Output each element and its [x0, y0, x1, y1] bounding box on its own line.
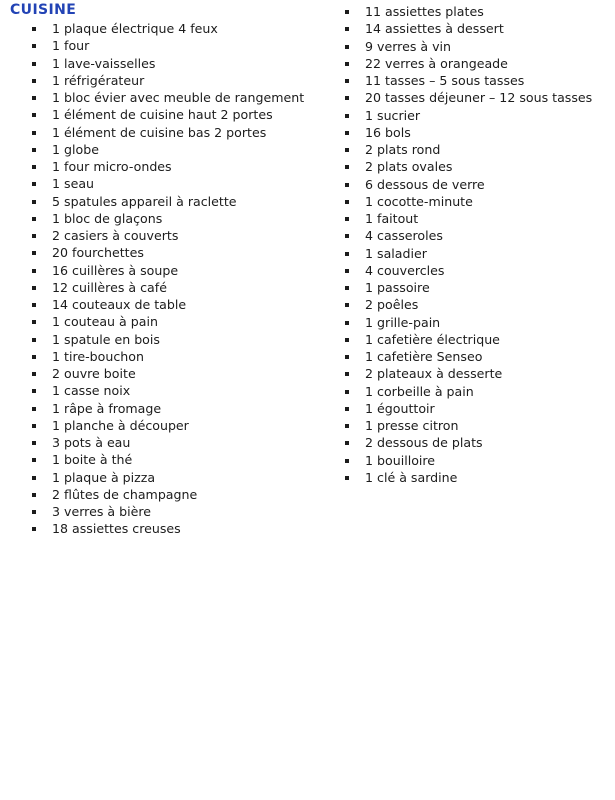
list-item	[32, 211, 312, 228]
square-bullet-icon	[32, 44, 36, 48]
list-item-label: 11 assiettes plates	[365, 4, 484, 19]
square-bullet-icon	[345, 131, 349, 135]
square-bullet-icon	[32, 476, 36, 480]
square-bullet-icon	[32, 269, 36, 273]
list-item	[345, 90, 607, 107]
list-item-label: 14 assiettes à dessert	[365, 21, 504, 37]
list-item	[32, 487, 312, 504]
list-item-label: 1 corbeille à pain	[365, 383, 474, 399]
square-bullet-icon	[32, 320, 36, 324]
list-item-label: 2 plats ovales	[365, 159, 453, 175]
list-item-label: 1 cafetière Senseo	[365, 349, 483, 364]
list-item-label: 6 dessous de verre	[365, 176, 485, 192]
square-bullet-icon	[32, 527, 36, 531]
square-bullet-icon	[32, 303, 36, 307]
list-item	[345, 211, 607, 228]
inventory-list-right	[345, 4, 607, 487]
list-item-label: 1 globe	[52, 141, 99, 157]
square-bullet-icon	[32, 424, 36, 428]
list-item-label: 1 cocotte-minute	[365, 193, 473, 209]
list-item-label: 11 tasses – 5 sous tasses	[365, 73, 525, 88]
list-item	[345, 349, 607, 366]
list-item	[345, 194, 607, 211]
list-item	[32, 245, 312, 262]
list-item-label: 2 plateaux à desserte	[365, 366, 503, 382]
square-bullet-icon	[345, 183, 349, 187]
square-bullet-icon	[345, 234, 349, 238]
square-bullet-icon	[345, 303, 349, 307]
list-item-label: 16 cuillères à soupe	[52, 262, 179, 278]
square-bullet-icon	[345, 372, 349, 376]
list-item-label: 1 râpe à fromage	[52, 400, 162, 416]
square-bullet-icon	[345, 441, 349, 445]
square-bullet-icon	[32, 338, 36, 342]
list-item	[345, 159, 607, 176]
list-item	[345, 21, 607, 38]
list-item-label: 1 grille-pain	[365, 314, 441, 330]
square-bullet-icon	[32, 286, 36, 290]
list-item	[32, 401, 312, 418]
square-bullet-icon	[345, 148, 349, 152]
list-item	[32, 366, 312, 383]
list-item-label: 1 bloc évier avec meuble de rangement	[52, 90, 305, 105]
square-bullet-icon	[345, 338, 349, 342]
list-item	[345, 280, 607, 297]
list-item-label: 2 casiers à couverts	[52, 228, 179, 243]
list-item	[345, 384, 607, 401]
list-item	[32, 418, 312, 435]
square-bullet-icon	[345, 45, 349, 49]
list-item	[345, 4, 607, 21]
square-bullet-icon	[32, 458, 36, 462]
square-bullet-icon	[32, 96, 36, 100]
list-item	[32, 142, 312, 159]
list-item	[345, 73, 607, 90]
list-item	[345, 108, 607, 125]
list-item	[32, 470, 312, 487]
square-bullet-icon	[345, 114, 349, 118]
list-item-label: 3 verres à bière	[52, 504, 151, 519]
list-item-label: 20 fourchettes	[52, 245, 144, 261]
list-item-label: 1 boite à thé	[52, 452, 133, 468]
square-bullet-icon	[345, 165, 349, 169]
square-bullet-icon	[345, 79, 349, 83]
list-item-label: 1 réfrigérateur	[52, 72, 145, 88]
list-item	[32, 73, 312, 90]
list-item-label: 1 sucrier	[365, 107, 421, 123]
square-bullet-icon	[345, 476, 349, 480]
square-bullet-icon	[345, 407, 349, 411]
square-bullet-icon	[32, 372, 36, 376]
square-bullet-icon	[345, 321, 349, 325]
square-bullet-icon	[345, 269, 349, 273]
list-item	[32, 159, 312, 176]
list-item	[345, 39, 607, 56]
square-bullet-icon	[32, 62, 36, 66]
inventory-list-left	[32, 21, 312, 539]
list-item	[32, 521, 312, 538]
square-bullet-icon	[345, 62, 349, 66]
list-item-label: 1 élément de cuisine bas 2 portes	[52, 124, 267, 140]
square-bullet-icon	[32, 407, 36, 411]
list-item	[345, 142, 607, 159]
square-bullet-icon	[345, 96, 349, 100]
list-item	[345, 228, 607, 245]
list-item-label: 9 verres à vin	[365, 38, 452, 54]
square-bullet-icon	[32, 441, 36, 445]
square-bullet-icon	[32, 200, 36, 204]
square-bullet-icon	[345, 424, 349, 428]
list-item	[345, 453, 607, 470]
list-item-label: 1 plaque à pizza	[52, 469, 156, 485]
list-item	[32, 280, 312, 297]
square-bullet-icon	[345, 217, 349, 221]
list-item	[32, 263, 312, 280]
square-bullet-icon	[32, 355, 36, 359]
list-item	[32, 38, 312, 55]
list-item	[32, 90, 312, 107]
list-item	[345, 56, 607, 73]
list-item	[345, 401, 607, 418]
list-item-label: 2 ouvre boite	[52, 366, 136, 381]
list-item	[345, 246, 607, 263]
list-item	[345, 315, 607, 332]
square-bullet-icon	[32, 234, 36, 238]
page-title: CUISINE	[10, 2, 77, 18]
list-item	[32, 56, 312, 73]
list-item-label: 20 tasses déjeuner – 12 sous tasses	[365, 90, 593, 106]
list-item-label: 1 tire-bouchon	[52, 348, 144, 364]
list-item-label: 1 seau	[52, 176, 95, 192]
list-item	[32, 297, 312, 314]
list-item	[345, 418, 607, 435]
list-item-label: 16 bols	[365, 124, 411, 140]
list-item-label: 4 casseroles	[365, 228, 443, 244]
list-item-label: 1 planche à découper	[52, 417, 189, 433]
list-item	[345, 332, 607, 349]
list-item	[345, 297, 607, 314]
square-bullet-icon	[345, 286, 349, 290]
list-item	[345, 470, 607, 487]
list-item	[32, 228, 312, 245]
list-item-label: 1 faitout	[365, 211, 419, 226]
square-bullet-icon	[32, 389, 36, 393]
list-item	[345, 125, 607, 142]
list-item-label: 1 égouttoir	[365, 400, 435, 416]
square-bullet-icon	[32, 113, 36, 117]
list-item	[345, 366, 607, 383]
square-bullet-icon	[32, 217, 36, 221]
list-item-label: 1 presse citron	[365, 418, 459, 433]
list-item-label: 3 pots à eau	[52, 435, 131, 450]
list-item-label: 5 spatules appareil à raclette	[52, 193, 237, 209]
list-item-label: 12 cuillères à café	[52, 279, 167, 295]
list-item-label: 1 élément de cuisine haut 2 portes	[52, 107, 273, 123]
list-item	[32, 125, 312, 142]
list-item-label: 1 couteau à pain	[52, 314, 158, 330]
square-bullet-icon	[345, 200, 349, 204]
square-bullet-icon	[32, 79, 36, 83]
list-item	[32, 314, 312, 331]
list-item-label: 1 four micro-ondes	[52, 159, 172, 174]
list-item	[32, 194, 312, 211]
list-item-label: 1 plaque électrique 4 feux	[52, 21, 218, 36]
square-bullet-icon	[345, 355, 349, 359]
list-item-label: 1 passoire	[365, 280, 430, 295]
square-bullet-icon	[345, 10, 349, 14]
list-item-label: 18 assiettes creuses	[52, 521, 181, 537]
list-item-label: 14 couteaux de table	[52, 297, 187, 312]
list-item-label: 1 bloc de glaçons	[52, 210, 163, 226]
list-item	[345, 177, 607, 194]
list-item-label: 22 verres à orangeade	[365, 55, 508, 71]
list-item-label: 1 lave-vaisselles	[52, 55, 156, 71]
square-bullet-icon	[32, 493, 36, 497]
square-bullet-icon	[32, 27, 36, 31]
list-item-label: 1 four	[52, 38, 90, 54]
list-item	[32, 176, 312, 193]
list-item-label: 2 poêles	[365, 297, 419, 313]
list-item-label: 2 plats rond	[365, 142, 441, 157]
list-item-label: 2 flûtes de champagne	[52, 486, 198, 502]
square-bullet-icon	[345, 459, 349, 463]
square-bullet-icon	[32, 148, 36, 152]
list-item-label: 1 spatule en bois	[52, 331, 160, 347]
square-bullet-icon	[345, 390, 349, 394]
list-item-label: 1 casse noix	[52, 383, 131, 399]
list-item	[32, 452, 312, 469]
square-bullet-icon	[32, 182, 36, 186]
list-item	[32, 21, 312, 38]
list-item	[32, 383, 312, 400]
list-item	[345, 263, 607, 280]
list-item-label: 1 cafetière électrique	[365, 331, 500, 347]
list-item	[32, 332, 312, 349]
square-bullet-icon	[345, 252, 349, 256]
list-item-label: 1 saladier	[365, 245, 427, 261]
list-item-label: 1 bouilloire	[365, 452, 436, 468]
list-item	[345, 435, 607, 452]
list-item	[32, 349, 312, 366]
list-item	[32, 107, 312, 124]
square-bullet-icon	[32, 165, 36, 169]
list-item-label: 1 clé à sardine	[365, 469, 458, 485]
list-item-label: 2 dessous de plats	[365, 435, 483, 451]
square-bullet-icon	[32, 131, 36, 135]
square-bullet-icon	[32, 510, 36, 514]
list-item	[32, 504, 312, 521]
list-item-label: 4 couvercles	[365, 262, 445, 278]
list-item	[32, 435, 312, 452]
square-bullet-icon	[32, 251, 36, 255]
square-bullet-icon	[345, 27, 349, 31]
